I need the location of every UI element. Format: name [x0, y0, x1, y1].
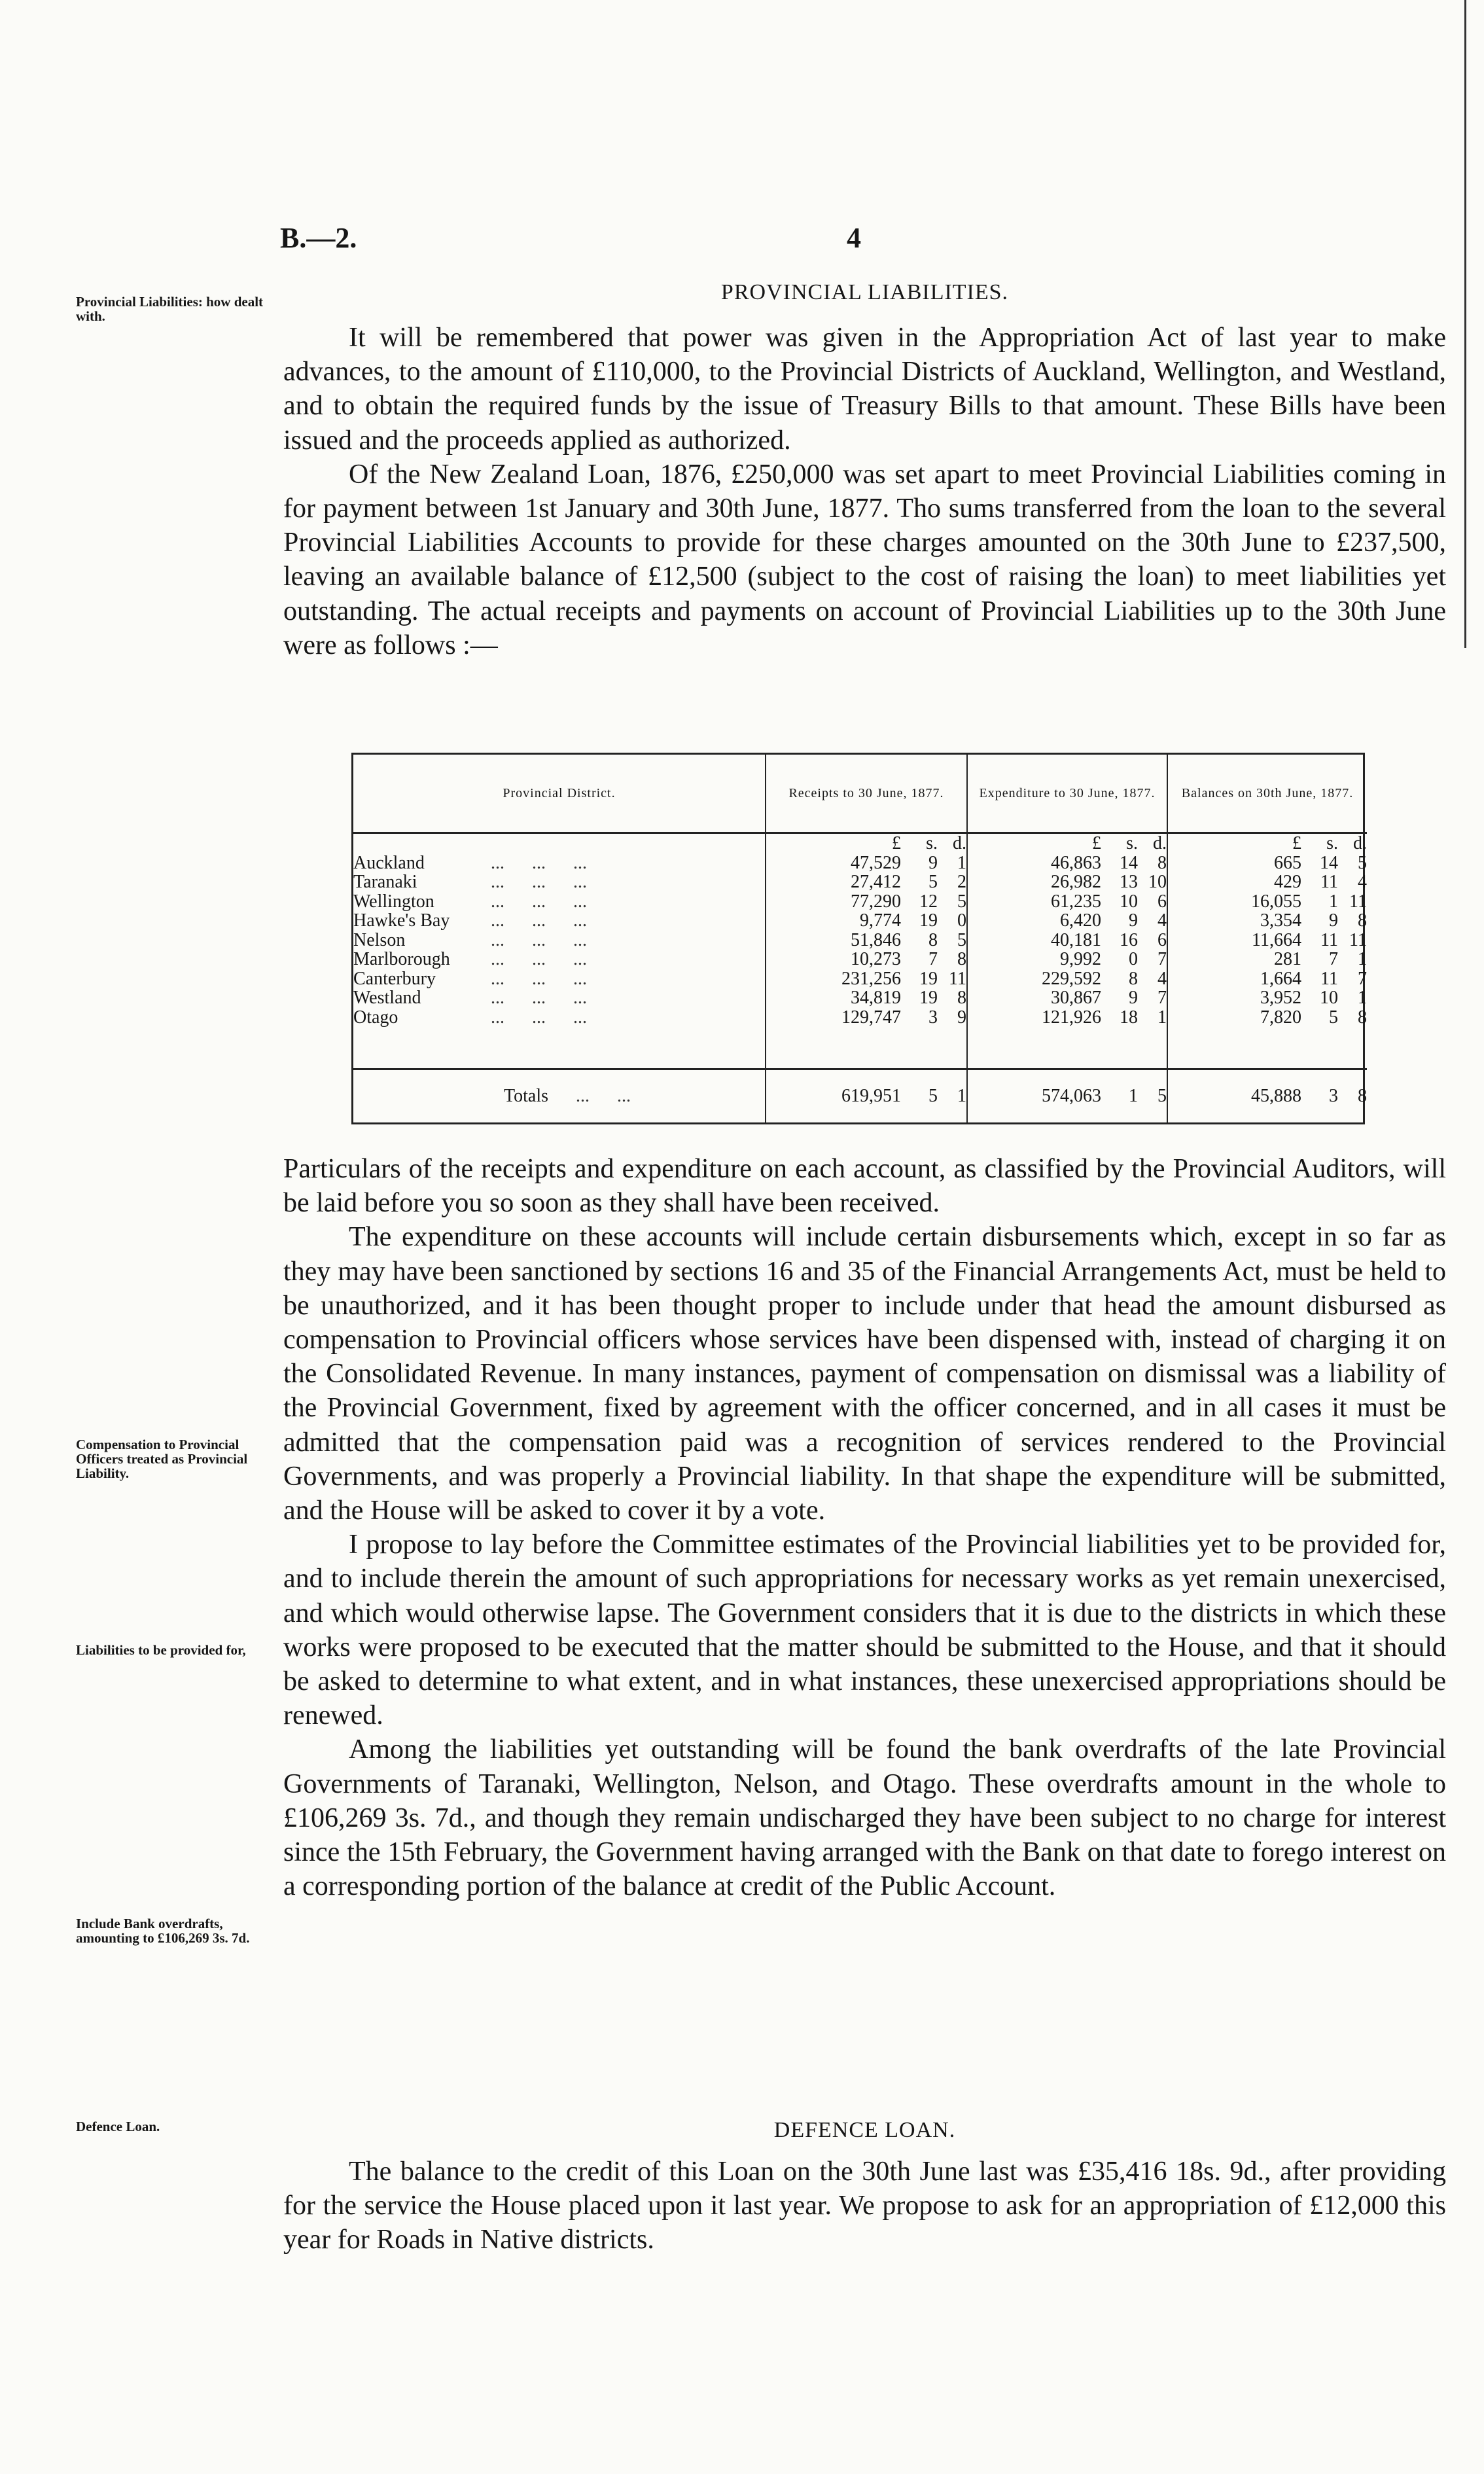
district-name: Auckland: [353, 852, 425, 873]
document-reference: B.—2.: [280, 222, 357, 254]
section-body-continued: [283, 1152, 1446, 1903]
col-header-balances: Balances on 30th June, 1877.: [1167, 755, 1367, 833]
paragraph: The balance to the credit of this Loan on the 30th June last was £35,416 18s. 9d., after providing for the service the House placed upon it last year. We propose to ask for an appropriation of £12,000 this year for Roads in Native districts.: [283, 2157, 1446, 2255]
paragraph: The expenditure on these accounts will include certain disbursements which, except in so far as they may have been sanctioned by sections 16 and 35 of the Financial Arrangements Act, must be held to be unauthorized, and it has been thought proper to include under that head the amount disbursed as compensation to Provincial officers whose services have been dispensed with, instead of charging it on the Consolidated Revenue. In many instances, payment of compensation on dismissal was a liability of the Provincial Government, fixed by agreement with the officer concerned, and in all cases it must be admitted that the compensation paid was a recognition of services rendered to the Provincial Governments, and was properly a Provincial liability. In that shape the expenditure will be submitted, and the House will be asked to cover it by a vote.: [283, 1222, 1446, 1526]
balance-amount: 429 11 4: [1274, 872, 1367, 892]
receipts-amount: 47,529 9 1: [851, 852, 966, 873]
totals-receipts: 619,951 5 1: [766, 1069, 967, 1123]
district-row: [353, 969, 765, 989]
district-name: Westland: [353, 988, 421, 1008]
district-name: Wellington: [353, 891, 434, 912]
district-name: Marlborough: [353, 949, 450, 969]
totals-balance: 45,888 3 8: [1167, 1069, 1367, 1123]
paragraph: Among the liabilities yet outstanding will be found the bank overdrafts of the late Provincial Governments of Taranaki, Wellington, Nelson, and Otago. These overdrafts amount in the whole to £106,269 3s. 7d., and though they remain undischarged they have been subject to no charge for interest since the 15th February, the Government having arranged with the Bank on that date to forego interest on a corresponding portion of the balance at credit of the Public Account.: [283, 1734, 1446, 1902]
district-row: [353, 950, 765, 969]
receipts-amount: 231,256 19 11: [841, 968, 966, 989]
receipts-amount: 27,412 5 2: [851, 872, 966, 892]
leader-dots: ... ... ...: [491, 1007, 587, 1028]
col-header-expenditure: Expenditure to 30 June, 1877.: [967, 755, 1167, 833]
receipts-amount: 51,846 8 5: [851, 929, 966, 950]
margin-note: Liabilities to be provided for,: [76, 1642, 246, 1658]
paragraph: It will be remembered that power was given in the Appropriation Act of last year to make advances, to the amount of £110,000, to the Provincial Districts of Auckland, Wellington, and Westland, and to obtain the required funds by the issue of Treasury Bills to that amount. These Bills have been issued and the proceeds applied as authorized.: [283, 323, 1446, 456]
paragraph: Of the New Zealand Loan, 1876, £250,000 was set apart to meet Provincial Liabilities coming in for payment between 1st January and 30th June, 1877. Tho sums transferred from the loan to the several Provincial Liabilities Accounts to provide for these charges amounted on the 30th June to £237,500, leaving an available balance of £12,500 (subject to the cost of raising the loan) to meet liabilities yet outstanding. The actual receipts and payments on account of Provincial Liabilities up to the 30th June were as follows :—: [283, 459, 1446, 660]
receipts-column: £ s. d. 47,529 9 1 27,412 5 2 77,290 12 5 9,774 19 0 51,846 8 5 10,273 7 8 231,256 19 11 34,819 19 8 129,747 3 9: [766, 833, 967, 1069]
balances-column: £ s. d. 665 14 5 429 11 4 16,055 1 11 3,354 9 8 11,664 11 11 281 7 1 1,664 11 7 3,952 10 1 7,820 5 8: [1167, 833, 1367, 1069]
expenditure-amount: 61,235 10 6: [1051, 891, 1167, 912]
section-title: PROVINCIAL LIABILITIES.: [720, 280, 1009, 304]
district-name: Nelson: [353, 929, 406, 950]
leader-dots: ... ... ...: [491, 968, 587, 989]
balance-amount: 16,055 1 11: [1251, 891, 1367, 912]
expenditure-amount: 40,181 16 6: [1051, 929, 1167, 950]
district-row: [353, 911, 765, 931]
expenditure-amount: 30,867 9 7: [1051, 988, 1167, 1008]
balance-amount: 1,664 11 7: [1260, 968, 1367, 989]
expenditure-column: £ s. d. 46,863 14 8 26,982 13 10 61,235 10 6 6,420 9 4 40,181 16 6 9,992 0 7 229,592 8 4 30,867 9 7 121,926 18 1: [967, 833, 1167, 1069]
receipts-amount: 77,290 12 5: [851, 891, 966, 912]
district-row: [353, 853, 765, 873]
balance-amount: 3,952 10 1: [1260, 988, 1367, 1008]
col-header-receipts: Receipts to 30 June, 1877.: [766, 755, 967, 833]
section-body: [283, 2155, 1446, 2257]
margin-note: Provincial Liabilities: how dealt with.: [76, 294, 264, 324]
leader-dots: ... ... ...: [491, 929, 587, 950]
balance-amount: 11,664 11 11: [1252, 929, 1367, 950]
balance-amount: 3,354 9 8: [1260, 910, 1367, 931]
expenditure-amount: 26,982 13 10: [1051, 872, 1167, 892]
balance-amount: 7,820 5 8: [1260, 1007, 1367, 1028]
district-row: [353, 931, 765, 950]
leader-dots: ... ... ...: [491, 988, 587, 1008]
district-name: Otago: [353, 1007, 398, 1028]
district-name: Canterbury: [353, 968, 436, 989]
balance-amount: 665 14 5: [1274, 852, 1367, 873]
totals-label-cell: Totals ... ...: [353, 1069, 766, 1123]
receipts-amount: 34,819 19 8: [851, 988, 966, 1008]
table-body-row: [353, 833, 1367, 1069]
paragraph: I propose to lay before the Committee estimates of the Provincial liabilities yet to be provided for, and to include therein the amount of such appropriations for necessary works as yet remain unexercised, and which would otherwise lapse. The Government considers that it is due to the districts in which these works were proposed to be executed that the matter should be submitted to the House, and that it should be asked to determine to what extent, and in what instances, these unexercised appropriations should be renewed.: [283, 1530, 1446, 1731]
balance-amount: 281 7 1: [1274, 949, 1367, 969]
leader-dots: ... ... ...: [491, 891, 587, 912]
expenditure-amount: 229,592 8 4: [1042, 968, 1167, 989]
margin-note: Include Bank overdrafts, amounting to £106,269 3s. 7d.: [76, 1916, 250, 1946]
district-row: [353, 988, 765, 1008]
district-row: [353, 892, 765, 912]
totals-expenditure: 574,063 1 5: [967, 1069, 1167, 1123]
leader-dots: ... ... ...: [491, 949, 587, 969]
district-name: Hawke's Bay: [353, 910, 450, 931]
col-header-district: Provincial District.: [353, 755, 766, 833]
district-name: Taranaki: [353, 872, 417, 892]
expenditure-amount: 46,863 14 8: [1051, 852, 1167, 873]
totals-row: [353, 1069, 1367, 1123]
section-title: DEFENCE LOAN.: [773, 2118, 956, 2142]
page-edge-rule: [1464, 0, 1466, 648]
district-row: [353, 1008, 765, 1028]
section-body: [283, 321, 1446, 662]
paragraph: Particulars of the receipts and expenditure on each account, as classified by the Provincial Auditors, will be laid before you so soon as they shall have been received.: [283, 1154, 1446, 1219]
district-row: [353, 872, 765, 892]
leader-dots: ... ... ...: [491, 872, 587, 892]
page-number: 4: [847, 222, 861, 254]
receipts-amount: 9,774 19 0: [860, 910, 966, 931]
margin-note: Defence Loan.: [76, 2119, 160, 2134]
receipts-amount: 129,747 3 9: [841, 1007, 966, 1028]
expenditure-amount: 9,992 0 7: [1060, 949, 1167, 969]
receipts-amount: 10,273 7 8: [851, 949, 966, 969]
leader-dots: ... ... ...: [491, 910, 587, 931]
leader-dots: ... ... ...: [491, 852, 587, 873]
liabilities-table: [351, 753, 1365, 1124]
expenditure-amount: 6,420 9 4: [1060, 910, 1167, 931]
expenditure-amount: 121,926 18 1: [1042, 1007, 1167, 1028]
district-column: [353, 833, 766, 1069]
margin-note: Compensation to Provincial Officers treated as Provincial Liability.: [76, 1437, 248, 1481]
